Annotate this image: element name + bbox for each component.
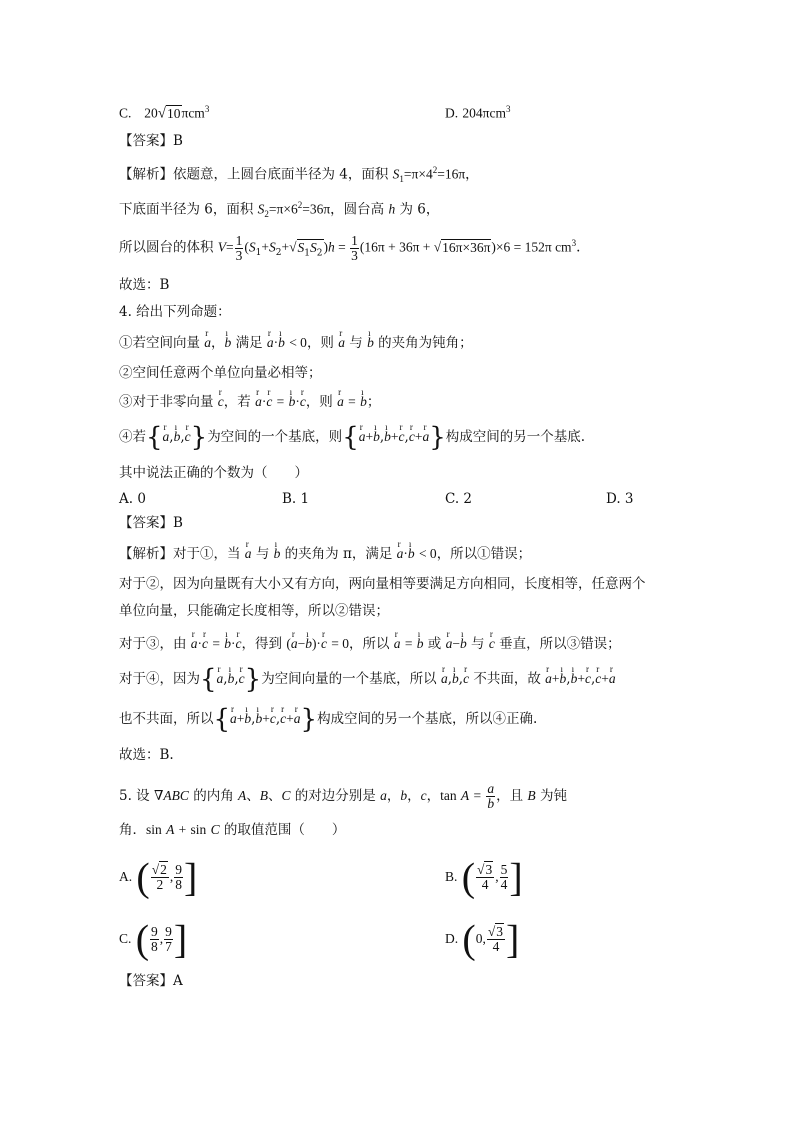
q4-stem: 4. 给出下列命题：	[119, 304, 231, 320]
q4-option-c: C. 2	[445, 491, 473, 507]
q5-stem-line-2: 角．sin A + sin C 的取值范围（ ）	[119, 822, 346, 838]
q4-analysis-line-5: 对于④，因为{r a,ı b,r c}为空间向量的一个基底，所以 r a,ı b,r c 不共面，故 r a+ı b,ı b+r c,r c+r a	[119, 669, 616, 690]
q5-stem-line-1: 5. 设 ∇ABC 的内角 A、B、C 的对边分别是 a，b，c，tan A = $\frac{a}{b}$ ，且 B 为钝	[119, 781, 567, 811]
q4-option-b: B. 1	[282, 491, 310, 507]
q4-option-a: A. 0	[119, 491, 146, 507]
q5-option-b: B. ( $\frac{√3}{4}$ , $\frac{5}{4}$ ]	[445, 854, 523, 900]
q4-question: 其中说法正确的个数为（ ）	[119, 465, 308, 481]
q4-proposition-3: ③对于非零向量 r c，若 r a·r c = ı b·r c，则 r a = ı b；	[119, 392, 380, 412]
q3-analysis-line-1: 【解析】依题意，上圆台底面半径为 4，面积 $S_1=\pi\times 4^2=16\pi$，	[119, 165, 479, 185]
q4-proposition-4: ④若{r a,ı b,r c}为空间的一个基底，则{r a+ı b,ı b+r c,r c+r a}构成空间的另一个基底.	[119, 427, 585, 448]
q5-option-a: A. ( $\frac{√2}{2}$ , $\frac{9}{8}$ ]	[119, 854, 198, 900]
q3-analysis-line-3: 所以圆台的体积 V= $\frac{1}{3}$ $(S_1+S_2+√S_1S_2)h$ = $\frac{1}{3}$ (16π + 36π + √16π×36π)×6 = 152π $cm^3$.	[119, 232, 581, 263]
q3-option-d: D. 204πcm$^3$	[445, 104, 511, 121]
q5-answer: 【答案】A	[119, 973, 183, 989]
q5-option-c: C. ( $\frac{9}{8}$ , $\frac{9}{7}$ ]	[119, 916, 188, 962]
q4-analysis-line-1: 【解析】对于①，当 r a 与 ı b 的夹角为 π，满足 r a·ı b < 0，所以①错误；	[119, 544, 531, 564]
q5-option-d: D. (0, $\frac{√3}{4}$ ]	[445, 916, 520, 962]
q4-analysis-line-3: 单位向量，只能确定长度相等，所以②错误；	[119, 603, 389, 619]
q4-conclusion: 故选：B.	[119, 747, 174, 763]
q4-proposition-2: ②空间任意两个单位向量必相等；	[119, 365, 322, 381]
q4-option-d: D. 3	[606, 491, 634, 507]
q3-option-c: C. 20√10πcm$^3$	[119, 104, 210, 122]
q3-analysis-line-2: 下底面半径为 6，面积 $S_2=\pi\times 6^2=36\pi$，圆台高 h 为 6，	[119, 200, 440, 220]
q4-analysis-line-4: 对于③，由 r a·r c = ı b·r c，得到 (r a−ı b)·r c = 0，所以 r a = ı b 或 r a−ı b 与 r c 垂直，所以③错误；	[119, 634, 621, 654]
q4-analysis-line-6: 也不共面，所以{r a+ı b,ı b+r c,r c+r a}构成空间的另一个基底，所以④正确.	[119, 709, 537, 730]
q4-answer: 【答案】B	[119, 515, 183, 531]
q3-conclusion: 故选：B	[119, 277, 170, 293]
q3-answer: 【答案】B	[119, 133, 183, 149]
q4-proposition-1: ①若空间向量 r a，ı b 满足 r a·ı b < 0，则 r a 与 ı b 的夹角为钝角；	[119, 333, 473, 353]
q4-analysis-line-2: 对于②，因为向量既有大小又有方向，两向量相等要满足方向相同，长度相等，任意两个	[119, 576, 646, 592]
